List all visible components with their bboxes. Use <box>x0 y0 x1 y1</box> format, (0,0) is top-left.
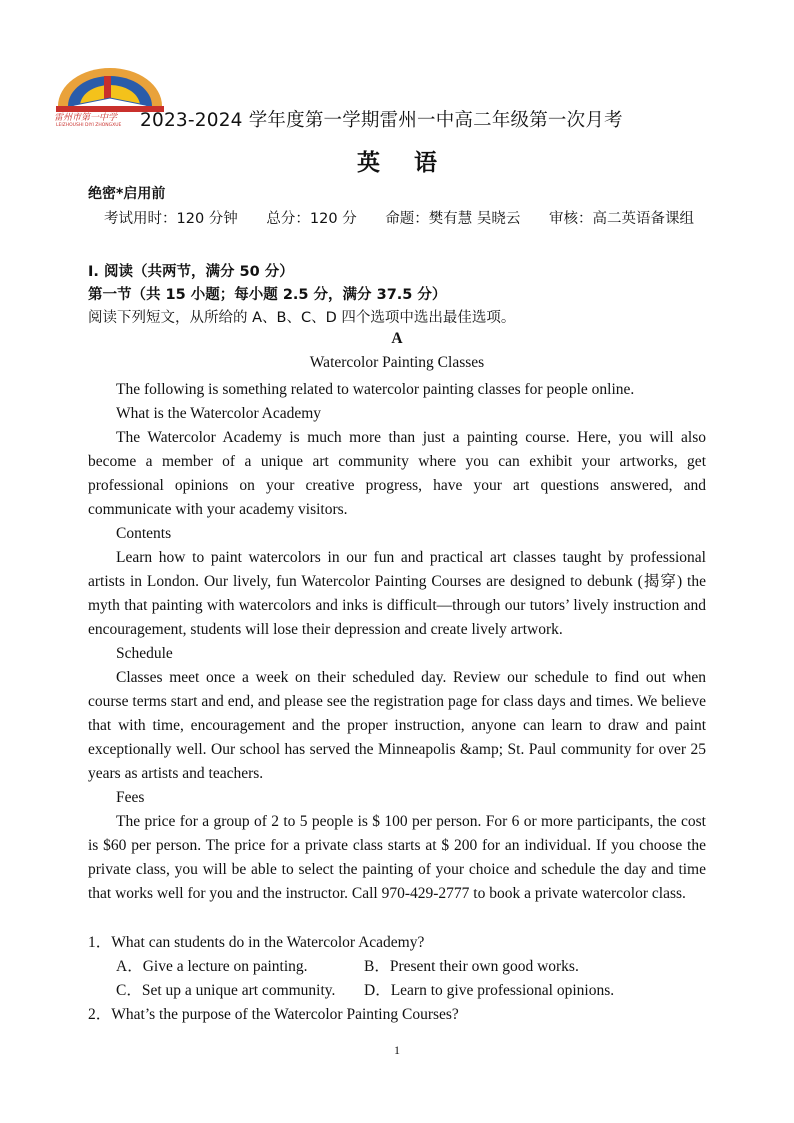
passage-subheading: What is the Watercolor Academy <box>116 405 322 422</box>
passage-intro: The following is something related to watercolor painting classes for people online. <box>116 381 635 398</box>
question-1-option-b: B．Present their own good works. <box>364 958 579 975</box>
section-heading: 第一节（共 15 小题；每小题 2.5 分，满分 37.5 分） <box>88 287 447 303</box>
passage-subheading: Fees <box>116 789 145 806</box>
passage-subheading: Contents <box>116 525 172 542</box>
passage-title: Watercolor Painting Classes <box>309 354 485 371</box>
passage-paragraph: Learn how to paint watercolors in our fun and practical art classes taught by professional artists in London. Our lively, fun Watercolor Painting Courses are designed to debunk (揭穿) the myth that painting with watercolors and inks is difficult—through our tutors’ lively instruction and encouragement, students will lose their depression and create lively artwork. <box>88 549 706 638</box>
passage-letter: A <box>391 330 403 347</box>
exam-meta <box>104 207 694 228</box>
exam-author: 命题：樊有慧 吴晓云 <box>385 211 521 227</box>
passage-subheading: Schedule <box>116 645 173 662</box>
reading-instructions: 阅读下列短文，从所给的 A、B、C、D 四个选项中选出最佳选项。 <box>88 310 516 326</box>
passage-paragraph: The price for a group of 2 to 5 people is $ 100 per person. For 6 or more participants, the cost is $60 per person. The price for a private class starts at $ 200 for an individual. If you choose the private class, you will be able to select the painting of your choice and schedule the day and time that works well for you and the instructor. Call 970-429-2777 to book a private watercolor class. <box>88 813 706 902</box>
passage-body <box>88 378 706 906</box>
svg-text:雷州市第一中学: 雷州市第一中学 <box>54 113 118 123</box>
question-1-option-c: C．Set up a unique art community. <box>116 982 336 999</box>
question-1-option-d: D．Learn to give professional opinions. <box>364 982 615 999</box>
passage-paragraph: Classes meet once a week on their scheduled day. Review our schedule to find out when course terms start and end, and please see the registration page for class days and times. We believe that with time, encouragement and the proper instruction, anyone can learn to draw and paint exceptionally well. Our school has served the Minneapolis &amp; St. Paul community for over 25 years as artists and teachers. <box>88 669 706 782</box>
exam-title: 2023-2024 学年度第一学期雷州一中高二年级第一次月考 <box>140 110 623 131</box>
svg-text:LEIZHOUSHI DIYI ZHONGXUE: LEIZHOUSHI DIYI ZHONGXUE <box>56 123 122 126</box>
exam-reviewer: 审核：高二英语备课组 <box>549 211 695 227</box>
passage-paragraph: The Watercolor Academy is much more than just a painting course. Here, you will also become a member of a unique art community where you can exhibit your artworks, get professional opinions on your creative progress, have your art questions answered, and communicate with your academy visitors. <box>88 429 706 518</box>
confidential-label: 绝密*启用前 <box>88 186 166 202</box>
logo-signature-text <box>54 112 122 126</box>
exam-total-score: 总分：120 分 <box>266 211 357 227</box>
exam-time: 考试用时：120 分钟 <box>104 211 238 227</box>
page-number: 1 <box>394 1043 400 1057</box>
part-heading: Ⅰ. 阅读（共两节，满分 50 分） <box>88 264 294 280</box>
question-1-option-a: A．Give a lecture on painting. <box>116 958 308 975</box>
question-2: 2．What’s the purpose of the Watercolor Painting Courses? <box>88 1006 459 1023</box>
subject-title: 英语 <box>357 150 471 176</box>
question-1: 1．What can students do in the Watercolor Academy? <box>88 934 425 951</box>
